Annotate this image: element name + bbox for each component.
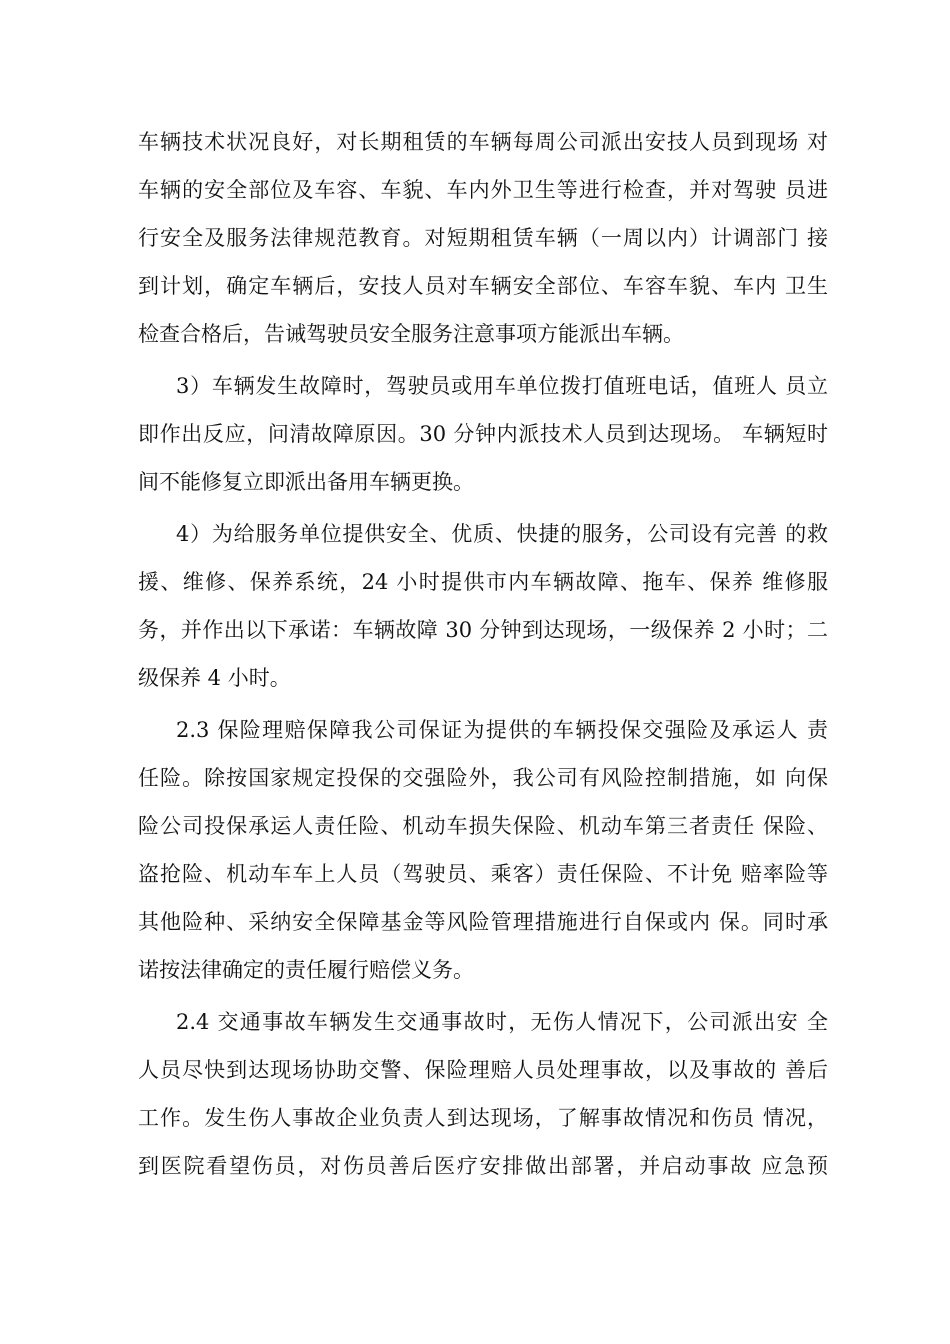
text-line: 险公司投保承运人责任险、机动车损失保险、机动车第三者责任 保险、: [138, 814, 828, 838]
text-line: 人员尽快到达现场协助交警、保险理赔人员处理事故，以及事故的 善后: [138, 1058, 828, 1082]
text-line: 其他险种、采纳安全保障基金等风险管理措施进行自保或内 保。同时承: [138, 910, 828, 934]
text-line: 到计划，确定车辆后，安技人员对车辆安全部位、车容车貌、车内 卫生: [138, 274, 828, 298]
text-line: 诺按法律确定的责任履行赔偿义务。: [138, 958, 474, 982]
body-text: [138, 118, 828, 1190]
text-line: 盗抢险、机动车车上人员（驾驶员、乘客）责任保险、不计免 赔率险等: [138, 862, 828, 886]
text-line: 车辆的安全部位及车容、车貌、车内外卫生等进行检查，并对驾驶 员进: [138, 178, 828, 202]
paragraph: [138, 510, 828, 702]
text-line: 级保养 4 小时。: [138, 666, 291, 690]
paragraph: [138, 362, 828, 506]
text-line: 4）为给服务单位提供安全、优质、快捷的服务，公司设有完善 的救: [176, 522, 828, 546]
text-line: 2.4 交通事故车辆发生交通事故时，无伤人情况下，公司派出安 全: [176, 1010, 828, 1034]
text-line: 车辆技术状况良好，对长期租赁的车辆每周公司派出安技人员到现场 对: [138, 130, 828, 154]
text-line: 行安全及服务法律规范教育。对短期租赁车辆（一周以内）计调部门 接: [138, 226, 828, 250]
paragraph: [138, 998, 828, 1190]
text-line: 3）车辆发生故障时，驾驶员或用车单位拨打值班电话，值班人 员立: [176, 374, 828, 398]
text-line: 2.3 保险理赔保障我公司保证为提供的车辆投保交强险及承运人 责: [176, 718, 828, 742]
paragraph: [138, 706, 828, 994]
text-line: 援、维修、保养系统，24 小时提供市内车辆故障、拖车、保养 维修服: [138, 570, 828, 594]
text-line: 任险。除按国家规定投保的交强险外，我公司有风险控制措施，如 向保: [138, 766, 828, 790]
text-line: 工作。发生伤人事故企业负责人到达现场，了解事故情况和伤员 情况，: [138, 1106, 828, 1130]
paragraph: [138, 118, 828, 358]
text-line: 间不能修复立即派出备用车辆更换。: [138, 470, 474, 494]
text-line: 检查合格后，告诫驾驶员安全服务注意事项方能派出车辆。: [138, 322, 684, 346]
text-line: 即作出反应，问清故障原因。30 分钟内派技术人员到达现场。 车辆短时: [138, 422, 828, 446]
text-line: 到医院看望伤员，对伤员善后医疗安排做出部署，并启动事故 应急预: [138, 1154, 828, 1178]
text-line: 务，并作出以下承诺：车辆故障 30 分钟到达现场，一级保养 2 小时；二: [138, 618, 828, 642]
